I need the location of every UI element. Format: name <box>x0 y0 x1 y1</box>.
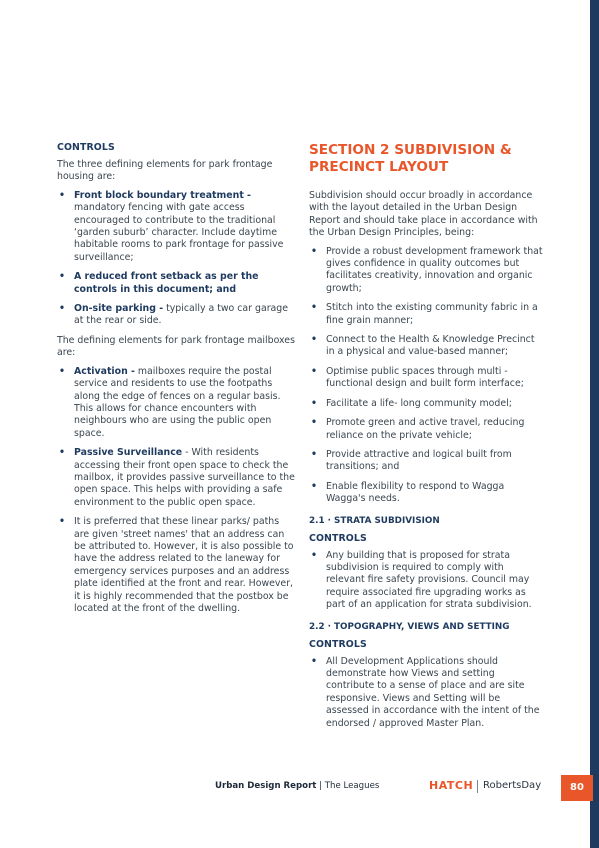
topography-heading: 2.2 · TOPOGRAPHY, VIEWS AND SETTING <box>309 621 510 632</box>
mailboxes-list <box>57 366 297 616</box>
controls-heading: CONTROLS <box>309 532 367 544</box>
bullet-icon: • <box>311 480 317 492</box>
subdivision-intro: Subdivision should occur broadly in accordance with the layout detailed in the Urban Design Report and should take place in accordance with the Urban Design Principles, being: <box>309 190 538 239</box>
bullet-icon: • <box>59 516 65 528</box>
bullet-icon: • <box>311 334 317 346</box>
bullet-icon: • <box>59 271 65 283</box>
controls-heading: CONTROLS <box>57 142 115 153</box>
topography-controls-list <box>309 656 543 730</box>
item-text: Any building that is proposed for strata subdivision is required to comply with relevant fire safety provisions. Council may require associated fire upgrading works as part of an application for strata subdivision. <box>326 549 532 611</box>
page-number: 80 <box>561 775 593 801</box>
list-item <box>309 417 543 442</box>
list-item <box>57 366 297 440</box>
hatch-logo: HATCH <box>429 779 474 792</box>
item-text: Provide attractive and logical built from transitions; and <box>326 448 512 473</box>
bullet-icon: • <box>59 365 65 377</box>
robertsday-logo: RobertsDay <box>483 780 542 791</box>
left-column <box>57 142 297 622</box>
bullet-icon: • <box>59 303 65 315</box>
report-project: The Leagues <box>324 781 380 791</box>
item-text: Provide a robust development framework that gives confidence in quality outcomes but facilitates creativity, innovation and organic growth; <box>326 245 543 294</box>
list-item <box>309 449 543 474</box>
report-name: Urban Design Report <box>215 781 317 791</box>
bullet-icon: • <box>59 189 65 201</box>
park-frontage-list <box>57 190 297 328</box>
item-bold: Front block boundary treatment - <box>74 189 251 201</box>
strata-subdivision-heading: 2.1 · STRATA SUBDIVISION <box>309 515 440 526</box>
report-separator: | <box>316 781 325 791</box>
item-text: All Development Applications should demonstrate how Views and setting contribute to a sense of place and are site responsive. Views and Setting will be assessed in accordance with the intent of the endorsed / approved Master Plan. <box>326 655 540 729</box>
bullet-icon: • <box>59 447 65 459</box>
list-item <box>57 447 297 509</box>
item-text: mandatory fencing with gate access encouraged to contribute to the traditional ‘garden suburb’ character. Include daytime habitable rooms to park frontage for passive surveillance; <box>74 202 284 263</box>
right-column <box>309 142 543 737</box>
list-item <box>309 550 543 612</box>
logo-divider <box>477 780 478 793</box>
mailboxes-intro: The defining elements for park frontage mailboxes are: <box>57 334 295 359</box>
right-edge-bar <box>590 0 599 848</box>
list-item <box>309 481 543 506</box>
bullet-icon: • <box>311 397 317 409</box>
page-footer <box>0 779 599 797</box>
bullet-icon: • <box>311 549 317 561</box>
principles-list <box>309 246 543 506</box>
item-text: Promote green and active travel, reducing reliance on the private vehicle; <box>326 417 525 441</box>
item-text: mailboxes require the postal service and residents to use the footpaths along the edge of fences on a regular basis. This allows for chance encounters with neighbours who are using the public open space. <box>74 365 281 439</box>
bullet-icon: • <box>311 365 317 377</box>
list-item <box>309 302 543 327</box>
item-bold: Activation - <box>74 365 135 377</box>
list-item <box>57 190 297 264</box>
report-title <box>215 781 379 791</box>
list-item <box>309 366 543 391</box>
item-bold: A reduced front setback as per the controls in this document; and <box>74 271 259 295</box>
item-text: - With residents accessing their front open space to check the mailbox, it provides passive surveillance to the open space. This helps with providing a safe environment to the public open space. <box>74 447 295 508</box>
list-item <box>309 656 543 730</box>
list-item <box>57 303 297 328</box>
list-item <box>309 398 543 410</box>
bullet-icon: • <box>311 448 317 460</box>
park-frontage-intro: The three defining elements for park frontage housing are: <box>57 159 273 183</box>
item-text: Enable flexibility to respond to Wagga Wagga's needs. <box>326 480 505 505</box>
controls-heading: CONTROLS <box>309 638 367 650</box>
list-item <box>57 516 297 615</box>
list-item <box>309 334 543 359</box>
item-text: Facilitate a life- long community model; <box>326 397 512 409</box>
item-text: Connect to the Health & Knowledge Precinct in a physical and value-based manner; <box>326 334 535 358</box>
item-bold: Passive Surveillance <box>74 447 183 459</box>
bullet-icon: • <box>311 302 317 314</box>
list-item <box>309 246 543 296</box>
bullet-icon: • <box>311 417 317 429</box>
bullet-icon: • <box>311 245 317 257</box>
strata-controls-list <box>309 550 543 612</box>
item-bold: On-site parking - <box>74 303 164 315</box>
item-text: Optimise public spaces through multi -functional design and built form interface; <box>326 365 524 390</box>
list-item <box>57 271 297 296</box>
item-text: typically a two car garage at the rear or side. <box>74 303 289 327</box>
section-title: SECTION 2 SUBDIVISION & PRECINCT LAYOUT <box>309 142 512 175</box>
item-text: It is preferred that these linear parks/ paths are given 'street names' that an address can be attributed to. However, it is also possible to have the address related to the laneway for emergency services purposes and an address plate identified at the front and rear. However, it is highly recommended that the postbox be located at the front of the dwelling. <box>74 516 294 614</box>
item-text: Stitch into the existing community fabric in a fine grain manner; <box>326 302 538 326</box>
bullet-icon: • <box>311 655 317 667</box>
